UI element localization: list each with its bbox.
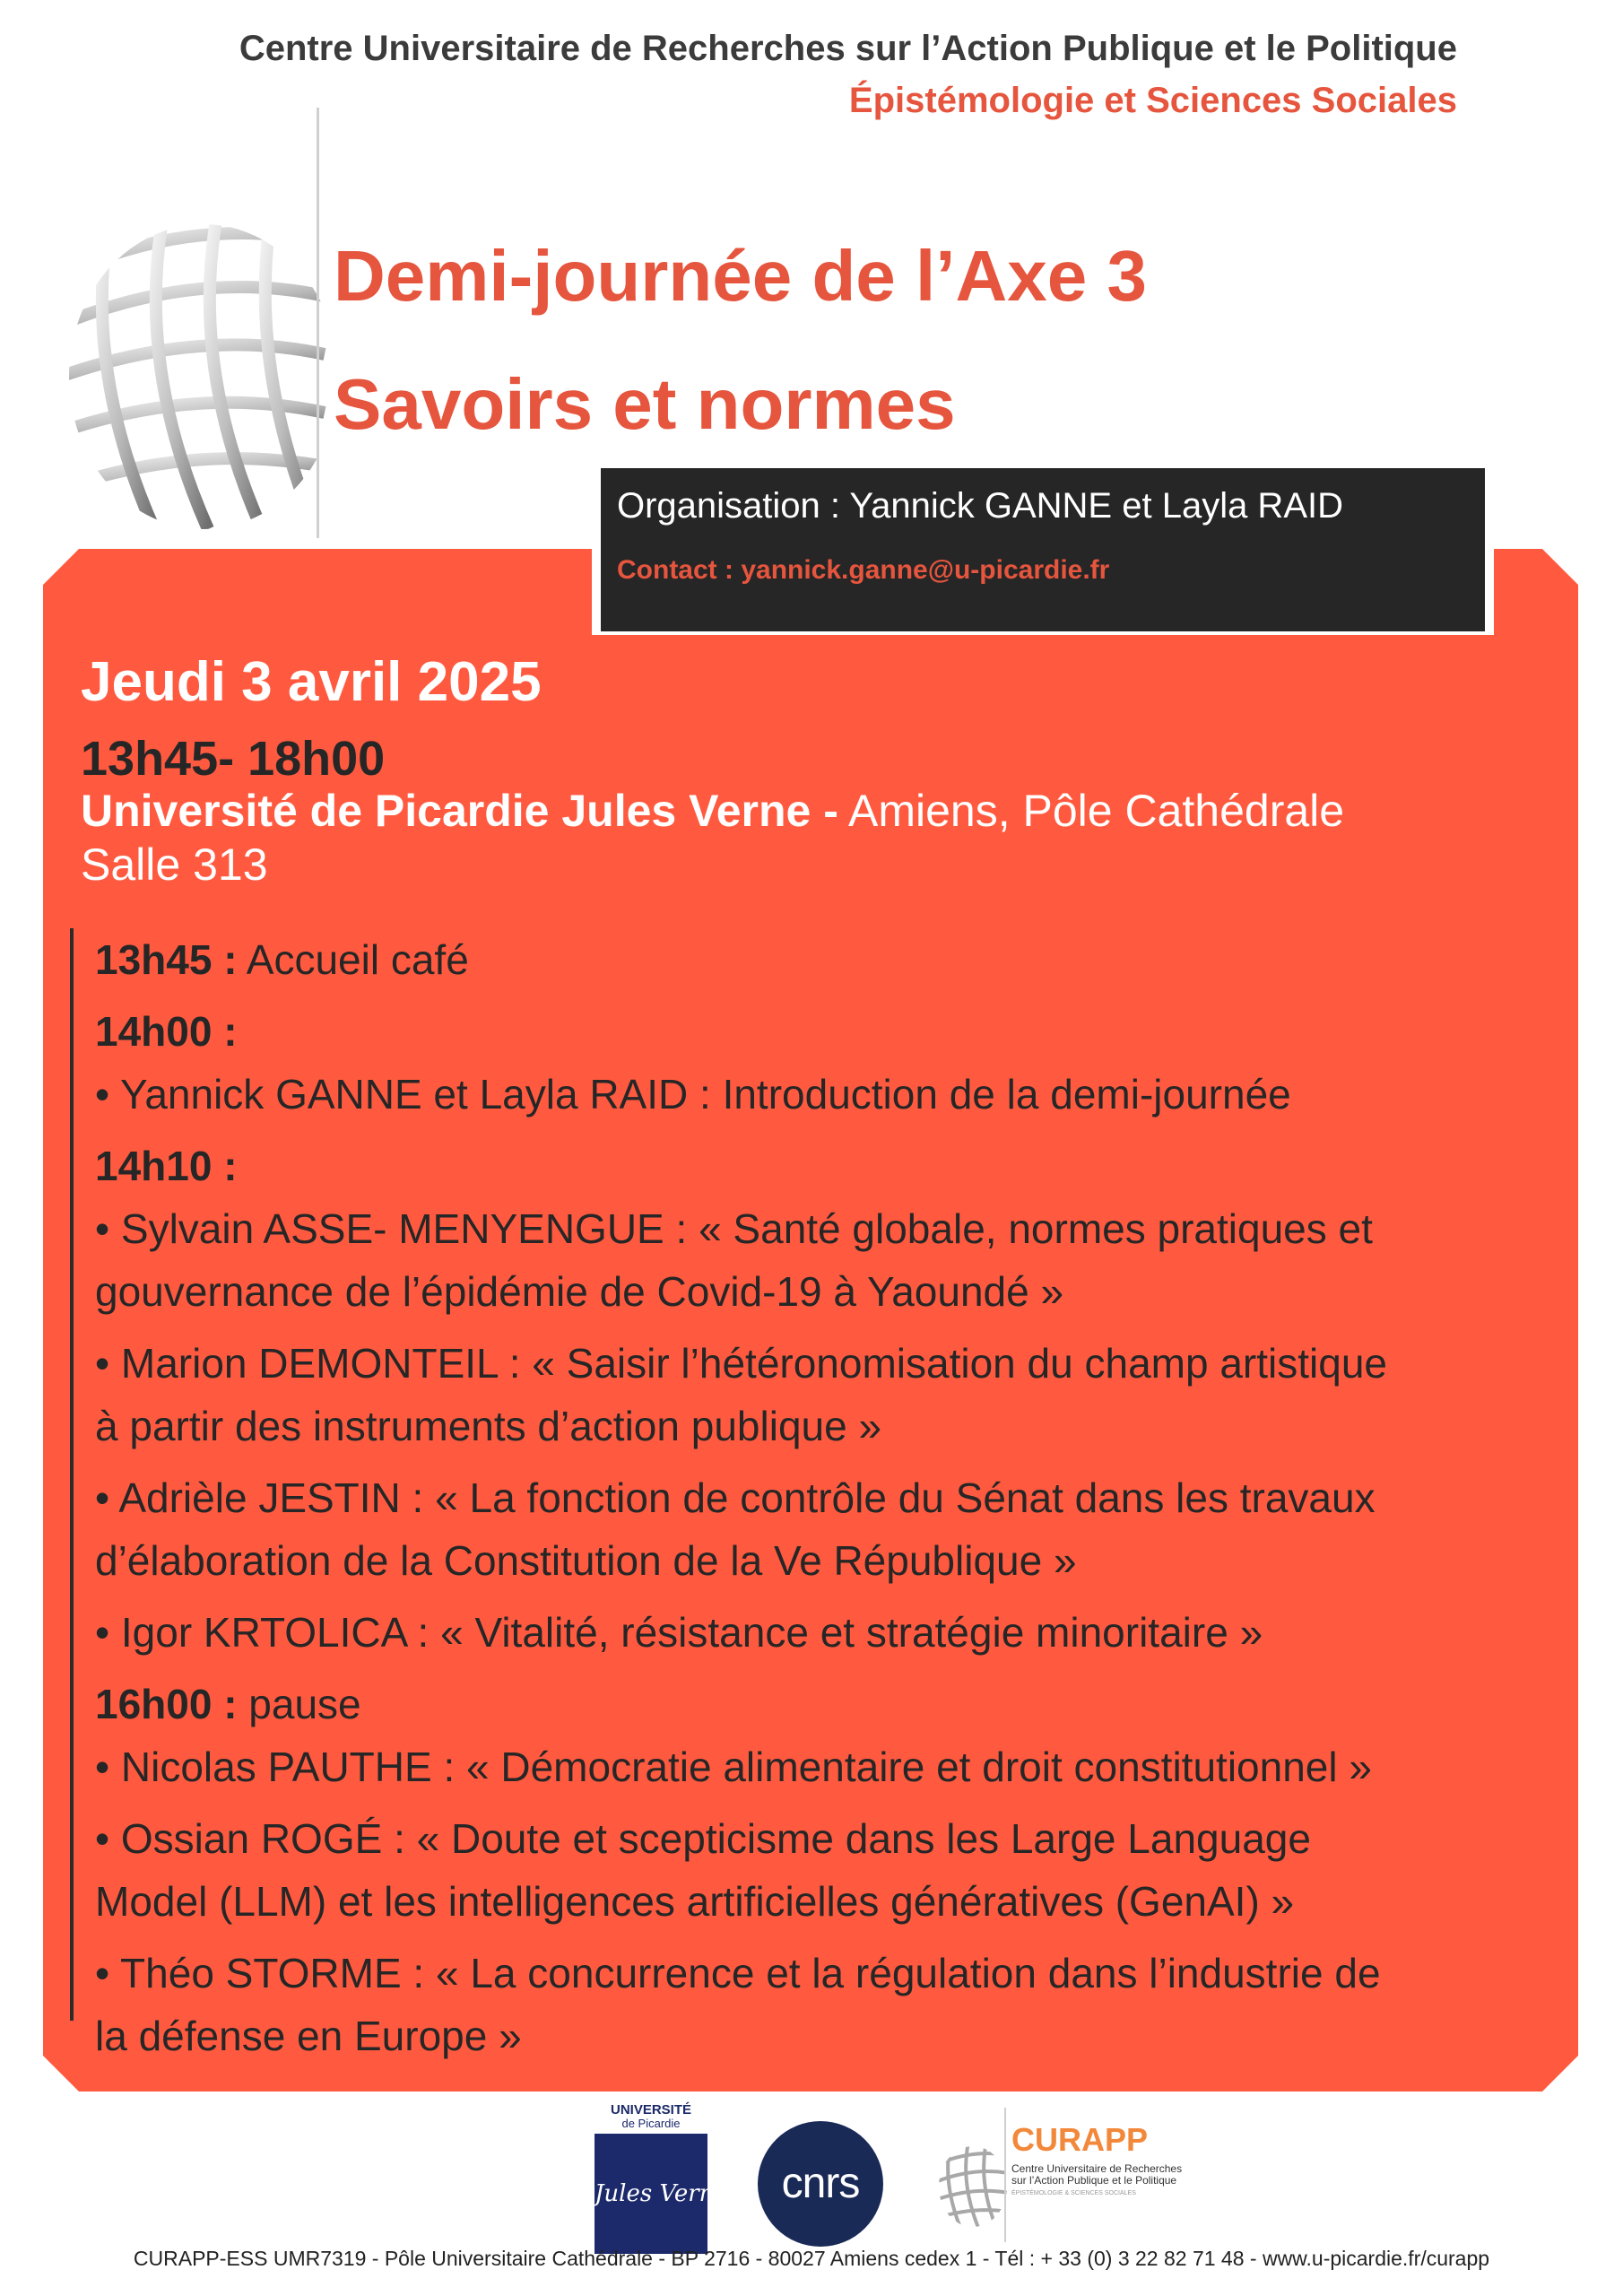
cnrs-logo: cnrs	[758, 2121, 883, 2247]
curapp-logo	[933, 2108, 1228, 2269]
session-label: Accueil café	[237, 936, 469, 983]
program-talk-cont: gouvernance de l’épidémie de Covid-19 à Yaoundé »	[95, 1268, 1064, 1315]
upjv-logo-line1: UNIVERSITÉ	[610, 2102, 691, 2118]
program-list	[95, 928, 1557, 2067]
event-title-line2: Savoirs et normes	[334, 364, 956, 444]
curapp-tagline: ÉPISTÉMOLOGIE & SCIENCES SOCIALES	[1011, 2190, 1136, 2196]
program-session-3-time	[95, 1135, 1557, 1197]
program-talk-cont: Model (LLM) et les intelligences artificielles génératives (GenAI) »	[95, 1878, 1295, 1925]
curapp-subtitle-line2: sur l’Action Publique et le Politique	[1011, 2174, 1177, 2187]
footer-address: CURAPP-ESS UMR7319 - Pôle Universitaire Cathédrale - BP 2716 - 80027 Amiens cedex 1 - Tél : + 33 (0) 3 22 82 71 48 - www.u-picardie.fr/curapp	[133, 2247, 1490, 2270]
event-date: Jeudi 3 avril 2025	[81, 651, 542, 713]
curapp-subtitle-line1: Centre Universitaire de Recherches	[1011, 2162, 1183, 2175]
program-talk: • Nicolas PAUTHE : « Démocratie alimentaire et droit constitutionnel »	[95, 1744, 1372, 1790]
program-talk-cont: d’élaboration de la Constitution de la Ve République »	[95, 1537, 1077, 1584]
program-session-1	[95, 928, 1557, 991]
upjv-logo-line2: de Picardie	[621, 2117, 681, 2130]
venue-location: Amiens, Pôle Cathédrale	[838, 786, 1345, 836]
session-time: 14h10 :	[95, 1143, 238, 1189]
program-session-4	[95, 1673, 1557, 1735]
program-talk: • Igor KRTOLICA : « Vitalité, résistance et stratégie minoritaire »	[95, 1609, 1263, 1656]
venue-university: Université de Picardie Jules Verne -	[81, 786, 838, 836]
event-title-line1: Demi-journée de l’Axe 3	[334, 236, 1147, 316]
event-room: Salle 313	[81, 839, 268, 890]
program-talk-cont: à partir des instruments d’action publique »	[95, 1403, 882, 1449]
session-time: 16h00 :	[95, 1681, 238, 1727]
session-label: pause	[237, 1681, 361, 1727]
curapp-name: CURAPP	[1011, 2121, 1149, 2158]
event-time: 13h45- 18h00	[81, 732, 386, 786]
header-divider	[317, 108, 319, 538]
session-time: 13h45 :	[95, 936, 238, 983]
program-talk: • Adrièle JESTIN : « La fonction de contrôle du Sénat dans les travaux	[95, 1474, 1376, 1521]
header-lab-name: Centre Universitaire de Recherches sur l’Action Publique et le Politique	[239, 29, 1457, 68]
session-time: 14h00 :	[95, 1008, 238, 1055]
event-venue	[81, 785, 1344, 837]
curapp-subtitle	[1011, 2163, 1182, 2187]
wireframe-globe-icon	[56, 135, 325, 529]
program-talk: • Yannick GANNE et Layla RAID : Introduction de la demi-journée	[95, 1071, 1291, 1118]
curapp-globe-icon	[933, 2124, 1004, 2240]
organisers: Organisation : Yannick GANNE et Layla RAID	[617, 486, 1343, 526]
program-session-2-time	[95, 1000, 1557, 1063]
program-talk: • Théo STORME : « La concurrence et la régulation dans l’industrie de	[95, 1950, 1381, 1996]
organisation-box	[601, 468, 1485, 631]
curapp-divider	[1004, 2108, 1006, 2242]
program-talk-cont: la défense en Europe »	[95, 2013, 522, 2059]
contact-email[interactable]: Contact : yannick.ganne@u-picardie.fr	[617, 555, 1110, 585]
program-talk: • Ossian ROGÉ : « Doute et scepticisme dans les Large Language	[95, 1815, 1311, 1862]
program-talk: • Marion DEMONTEIL : « Saisir l’hétéronomisation du champ artistique	[95, 1340, 1387, 1387]
upjv-logo-signature: Jules Verne	[595, 2134, 707, 2254]
program-talk: • Sylvain ASSE- MENYENGUE : « Santé globale, normes pratiques et	[95, 1205, 1373, 1252]
upjv-logo	[595, 2102, 728, 2266]
program-divider	[70, 928, 74, 2021]
header-lab-subtitle: Épistémologie et Sciences Sociales	[848, 81, 1457, 120]
